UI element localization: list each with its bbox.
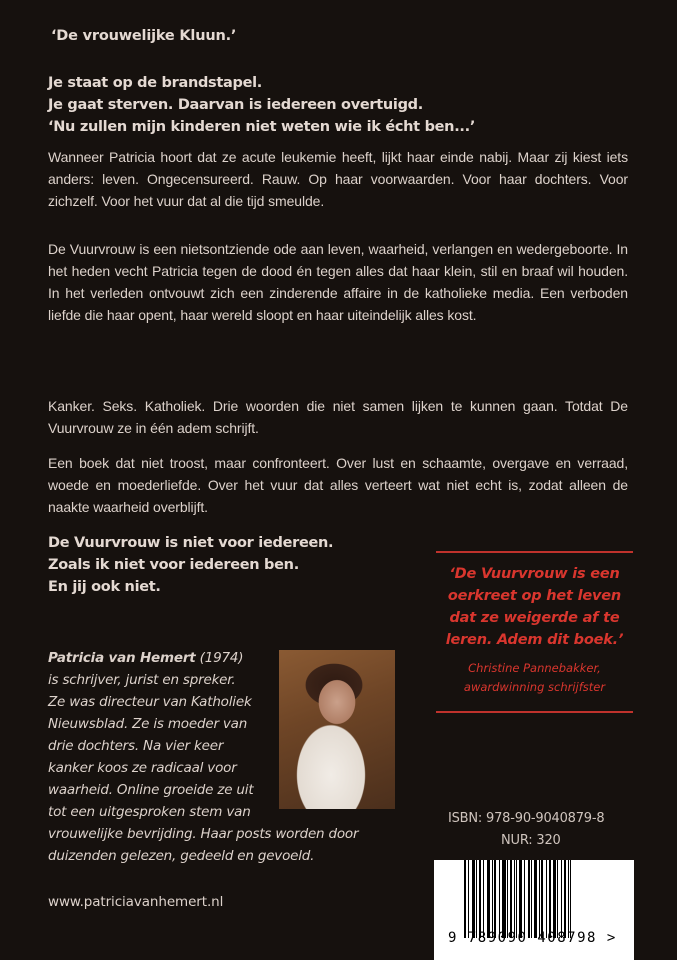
opening-line: Je staat op de brandstapel. bbox=[48, 75, 262, 91]
blurb-box bbox=[436, 551, 633, 713]
blurb-quote-line: dat ze weigerde af te bbox=[449, 610, 620, 626]
synopsis-paragraph: Wanneer Patricia hoort dat ze acute leukemie heeft, lijkt haar einde nabij. Maar zij kiest iets anders: leven. Ongecensureerd. Rauw. Op haar voorwaarden. Voor haar dochters. Voor zichzelf. Voor het vuur dat al die tijd smeulde. bbox=[48, 149, 628, 209]
bio-line: vrouwelijke bevrijding. Haar posts worden door bbox=[48, 826, 359, 842]
bio-line: duizenden gelezen, gedeeld en gevoeld. bbox=[48, 848, 315, 864]
closing-lines bbox=[48, 532, 333, 598]
blurb-quote bbox=[436, 563, 633, 651]
nur-code: NUR: 320 bbox=[501, 833, 561, 848]
bio-line: is schrijver, jurist en spreker. bbox=[48, 672, 236, 688]
divider-top bbox=[436, 551, 633, 553]
author-year: (1974) bbox=[195, 650, 244, 666]
bio-line: waarheid. Online groeide ze uit bbox=[48, 782, 254, 798]
attribution-line: awardwinning schrijfster bbox=[463, 680, 606, 694]
barcode-digits: 9 789090 408798 > bbox=[448, 930, 617, 946]
author-name: Patricia van Hemert bbox=[48, 650, 196, 666]
synopsis-paragraph: De Vuurvrouw is een nietsontziende ode aan leven, waarheid, verlangen en wedergeboorte. In het heden vecht Patricia tegen de dood én tegen alles dat haar klein, stil en braaf wil houden. In het verleden ontvouwt zich een zinderende affaire in de katholieke media. Een verboden liefde die haar opent, haar wereld sloopt en haar uiteindelijk alles kost. bbox=[48, 241, 628, 323]
synopsis-paragraph: Kanker. Seks. Katholiek. Drie woorden die niet samen lijken te kunnen gaan. Totdat De Vuurvrouw ze in één adem schrijft. bbox=[48, 398, 628, 436]
tagline: ‘De vrouwelijke Kluun.’ bbox=[51, 28, 237, 44]
isbn: ISBN: 978-90-9040879-8 bbox=[448, 811, 605, 826]
bio-line: Ze was directeur van Katholiek bbox=[48, 694, 252, 710]
bio-line: kanker koos ze radicaal voor bbox=[48, 760, 237, 776]
author-portrait bbox=[279, 650, 395, 809]
blurb-quote-line: ‘De Vuurvrouw is een bbox=[449, 566, 620, 582]
closing-line: De Vuurvrouw is niet voor iedereen. bbox=[48, 535, 334, 551]
blurb-attribution bbox=[436, 659, 633, 697]
closing-line: Zoals ik niet voor iedereen ben. bbox=[48, 557, 299, 573]
blurb-quote-line: leren. Adem dit boek.’ bbox=[445, 632, 624, 648]
bio-line: Nieuwsblad. Ze is moeder van bbox=[48, 716, 248, 732]
author-website[interactable]: www.patriciavanhemert.nl bbox=[48, 894, 224, 910]
opening-line: Je gaat sterven. Daarvan is iedereen overtuigd. bbox=[48, 97, 423, 113]
barcode bbox=[434, 860, 634, 960]
bio-line: tot een uitgesproken stem van bbox=[48, 804, 251, 820]
blurb-quote-line: oerkreet op het leven bbox=[447, 588, 622, 604]
barcode-bars bbox=[464, 860, 609, 938]
synopsis-paragraph: Een boek dat niet troost, maar confronteert. Over lust en schaamte, overgave en verraad, woede en moederliefde. Over het vuur dat alles verteert wat niet echt is, zodat alleen de naakte waarheid overblijft. bbox=[48, 455, 628, 515]
closing-line: En jij ook niet. bbox=[48, 579, 161, 595]
opening-lines bbox=[48, 72, 475, 138]
opening-line: ‘Nu zullen mijn kinderen niet weten wie ik écht ben...’ bbox=[48, 119, 476, 135]
attribution-line: Christine Pannebakker, bbox=[468, 661, 601, 675]
bio-line: drie dochters. Na vier keer bbox=[48, 738, 224, 754]
divider-bottom bbox=[436, 711, 633, 713]
